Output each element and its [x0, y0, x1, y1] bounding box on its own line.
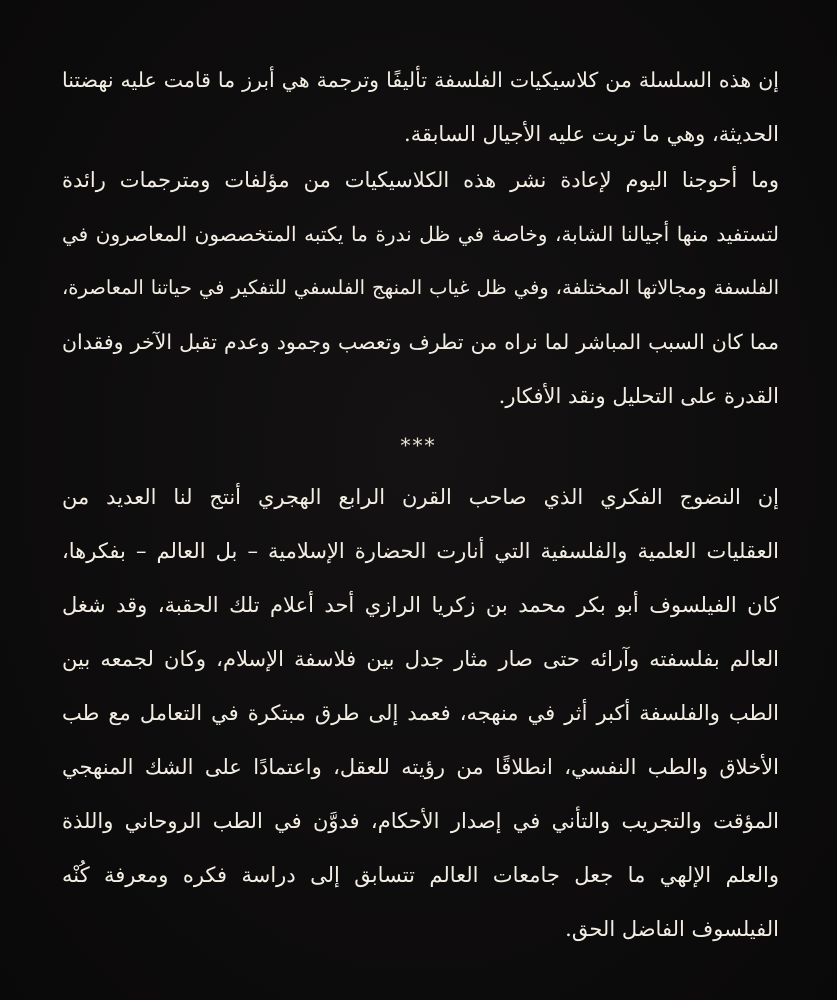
paragraph-series-intro [62, 53, 779, 161]
text-line: والعلم الإلهي ما جعل جامعات العالم تتسابق إلى دراسة فكره ومعرفة كُنْه [62, 863, 779, 887]
text-line: العقليات العلمية والفلسفية التي أنارت الحضارة الإسلامية – بل العالم – بفكرها، [62, 539, 779, 563]
section-separator: *** [400, 433, 437, 457]
text-line: الحديثة، وهي ما تربت عليه الأجيال السابقة. [404, 122, 779, 146]
paragraph-razi [62, 470, 779, 956]
text-line: الأخلاق والطب النفسي، انطلاقًا من رؤيته للعقل، واعتمادًا على الشك المنهجي [62, 755, 779, 779]
text-line: كان الفيلسوف أبو بكر محمد بن زكريا الرازي أحد أعلام تلك الحقبة، وقد شغل [62, 593, 779, 617]
text-line: القدرة على التحليل ونقد الأفكار. [498, 384, 779, 408]
text-line: مما كان السبب المباشر لما نراه من تطرف وتعصب وجمود وعدم تقبل الآخر وفقدان [62, 330, 779, 354]
text-line: المؤقت والتجريب والتأني في إصدار الأحكام، فدوَّن في الطب الروحاني واللذة [62, 809, 779, 833]
text-line: إن النضوج الفكري الذي صاحب القرن الرابع الهجري أنتج لنا العديد من [62, 485, 779, 509]
text-line: إن هذه السلسلة من كلاسيكيات الفلسفة تأليفًا وترجمة هي أبرز ما قامت عليه نهضتنا [62, 68, 779, 92]
text-line: وما أحوجنا اليوم لإعادة نشر هذه الكلاسيكيات من مؤلفات ومترجمات رائدة [62, 168, 779, 192]
text-line: الفلسفة ومجالاتها المختلفة، وفي ظل غياب المنهج الفلسفي للتفكير في حياتنا المعاصرة، [62, 276, 779, 299]
text-line: الطب والفلسفة أكبر أثر في منهجه، فعمد إلى طرق مبتكرة في التعامل مع طب [62, 701, 779, 725]
text-line: العالم بفلسفته وآرائه حتى صار مثار جدل بين فلاسفة الإسلام، وكان لجمعه بين [62, 647, 779, 671]
text-line: لتستفيد منها أجيالنا الشابة، وخاصة في ظل ندرة ما يكتبه المتخصصون المعاصرون في [62, 222, 779, 246]
paragraph-republishing-need [62, 153, 779, 423]
text-line: الفيلسوف الفاضل الحق. [565, 917, 779, 941]
